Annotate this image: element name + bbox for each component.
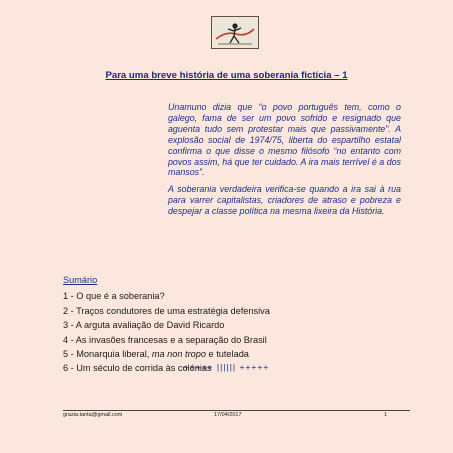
summary-section	[63, 273, 270, 376]
summary-item	[63, 347, 270, 361]
section-separator: +++++ |||||| +++++	[183, 362, 270, 372]
epigraph-quote	[168, 102, 401, 223]
summary-item-italic-text: ma non tropo	[151, 349, 206, 360]
footer-page-number: 1	[384, 412, 388, 418]
quote-paragraph: Unamuno dizia que “o povo português tem, como o galego, fama de ser um povo sofrido e resignado que aguenta tudo sem protestar mais que passivamente”. A explosão social de 1974/75, liberta do espartilho estatal confirma o que disse o mesmo filósofo “no entanto com povos assim, há que ter cuidado. A ira mais terrível é a dos mansos”.	[168, 102, 401, 178]
footer-date: 17/04/2017	[214, 412, 242, 418]
footer-rule	[63, 410, 410, 411]
summary-item-text: 5 - Monarquia liberal,	[63, 349, 152, 360]
summary-item: 3 - A arguta avaliação de David Ricardo	[63, 320, 225, 331]
summary-item: 2 - Traços condutores de uma estratégia defensiva	[63, 305, 270, 316]
summary-heading: Sumário	[63, 275, 98, 285]
summary-item-text: e tutelada	[206, 349, 249, 360]
quote-paragraph: A soberania verdadeira verifica-se quando a ira sai à rua para varrer capitalistas, criadores de atraso e pobreza e despejar a classe política na mesma lixeira da História.	[168, 184, 401, 217]
footer-email: grazia.tanta@gmail.com	[63, 412, 123, 418]
summary-item: 1 - O que é a soberania?	[63, 291, 165, 302]
summary-item: 4 - As invasões francesas e a separação do Brasil	[63, 334, 267, 345]
header-logo-image	[211, 16, 259, 49]
document-title: Para uma breve história de uma soberania fictícia – 1	[105, 70, 348, 81]
summary-item: 6 - Um século de corrida às colónias	[63, 363, 212, 374]
figure-illustration-icon	[212, 17, 258, 48]
